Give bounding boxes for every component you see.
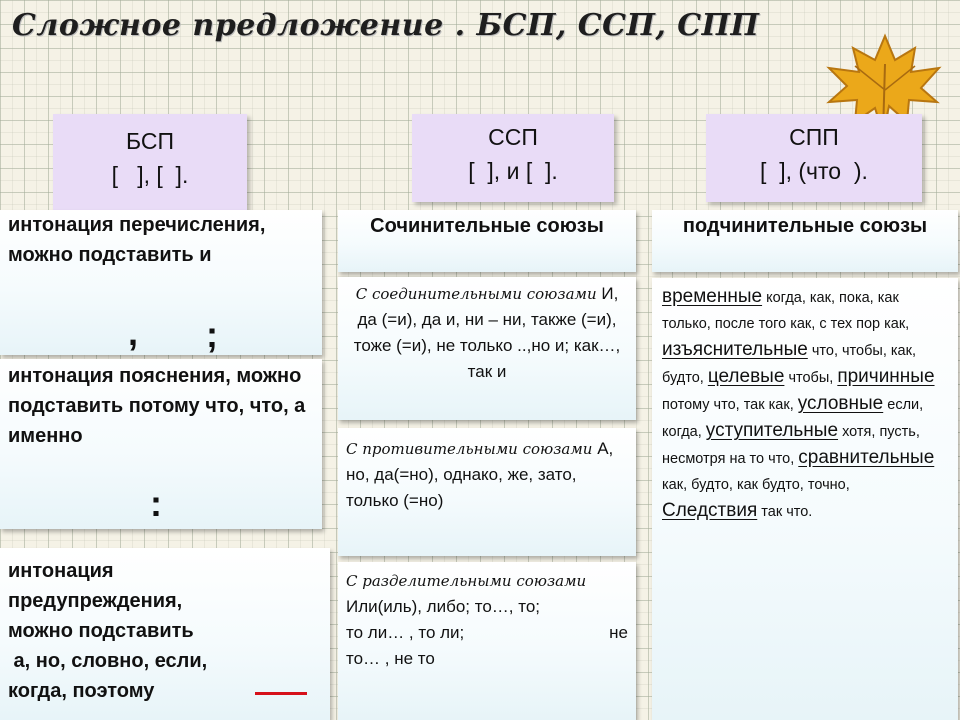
bsp-warning-line: а, но, словно, если, — [8, 650, 208, 672]
bsp-warning-text — [0, 548, 330, 706]
header-spp-name: СПП — [789, 124, 839, 150]
spp-item-term: Следствия — [662, 500, 758, 521]
spp-item — [662, 500, 813, 521]
header-ssp — [412, 114, 614, 202]
ssp-connective-body — [338, 277, 636, 389]
ssp-connective-conjunctions: И, да (=и), да и, ни – ни, также (=и), тоже (=и), не только ..,но и; как…, так и — [353, 284, 621, 381]
spp-item-description: если, когда, — [662, 397, 924, 440]
bsp-warning-line: когда, поэтому — [8, 680, 155, 702]
bsp-warning-line: предупреждения, — [8, 590, 183, 612]
page-title: Сложное предложение . БСП, ССП, СПП — [12, 8, 760, 43]
ssp-disjunctive-conjunctions-1: Или(иль), либо; то…, то; — [346, 597, 540, 616]
header-spp — [706, 114, 922, 202]
spp-list — [652, 278, 958, 531]
ssp-disjunctive-body — [338, 562, 636, 676]
spp-item-term: сравнительные — [798, 447, 935, 468]
ssp-adversative-body — [338, 428, 636, 518]
bsp-panel-explanation — [0, 359, 322, 529]
ssp-adversative-label: С противительными союзами — [346, 440, 593, 458]
ssp-group-adversative — [338, 428, 636, 556]
ssp-group-disjunctive — [338, 562, 636, 720]
ssp-disjunctive-conjunctions-2: то ли… , то ли; — [346, 623, 465, 642]
ssp-group-connective — [338, 277, 636, 420]
ssp-disjunctive-label: С разделительными союзами — [346, 572, 587, 590]
spp-item — [707, 366, 838, 387]
spp-item-term: временные — [662, 286, 763, 307]
bsp-warning-line: можно подставить — [8, 620, 194, 642]
spp-category-box — [652, 210, 958, 272]
header-bsp-name: БСП — [126, 128, 174, 154]
spp-item-term: целевые — [707, 366, 785, 387]
header-ssp-scheme: [ ], и [ ]. — [468, 158, 558, 184]
header-ssp-name: ССП — [488, 124, 538, 150]
spp-item-description: когда, как, пока, как только, после того как, с тех пор как, — [662, 290, 910, 332]
spp-item-description: чтобы, — [788, 370, 834, 386]
dash-mark — [255, 692, 307, 695]
spp-item-term: причинные — [837, 366, 935, 387]
spp-item-term: уступительные — [705, 420, 839, 441]
header-bsp — [53, 114, 247, 212]
spp-item-description: что, чтобы, как, будто, — [662, 343, 916, 386]
spp-item-description: хотя, пусть, несмотря на то что, — [662, 424, 920, 467]
bsp-explanation-text: интонация пояснения, можно подставить потому что, что, а именно — [8, 365, 306, 447]
bsp-enumeration-text: интонация перечисления, можно подставить и — [8, 214, 266, 266]
semicolon-mark: ; — [206, 314, 218, 355]
comma-mark: , — [128, 312, 139, 353]
spp-item — [662, 286, 910, 332]
header-spp-scheme: [ ], (что ). — [760, 158, 868, 184]
ssp-adversative-conjunctions: А, но, да(=но), однако, же, зато, только (=но) — [346, 439, 614, 510]
bsp-warning-line: интонация — [8, 560, 114, 582]
spp-list-panel — [652, 278, 958, 720]
ssp-category-title: Сочинительные союзы — [370, 215, 604, 237]
ssp-disjunctive-conjunctions-3: не — [609, 623, 628, 642]
spp-item-description: так что. — [761, 504, 813, 520]
bsp-panel-enumeration — [0, 210, 322, 355]
spp-category-title: подчинительные союзы — [682, 215, 928, 237]
ssp-category-box — [338, 210, 636, 272]
spp-item-term: условные — [797, 393, 884, 414]
colon-mark: : — [150, 483, 162, 524]
spp-item-term: изъяснительные — [662, 339, 808, 360]
ssp-connective-label: С соединительными союзами — [355, 285, 597, 303]
header-bsp-scheme: [ ], [ ]. — [111, 162, 189, 188]
ssp-disjunctive-conjunctions-4: то… , не то — [346, 649, 435, 668]
spp-item-description: как, будто, как будто, точно, — [662, 477, 850, 493]
spp-item-description: потому что, так как, — [662, 397, 794, 413]
